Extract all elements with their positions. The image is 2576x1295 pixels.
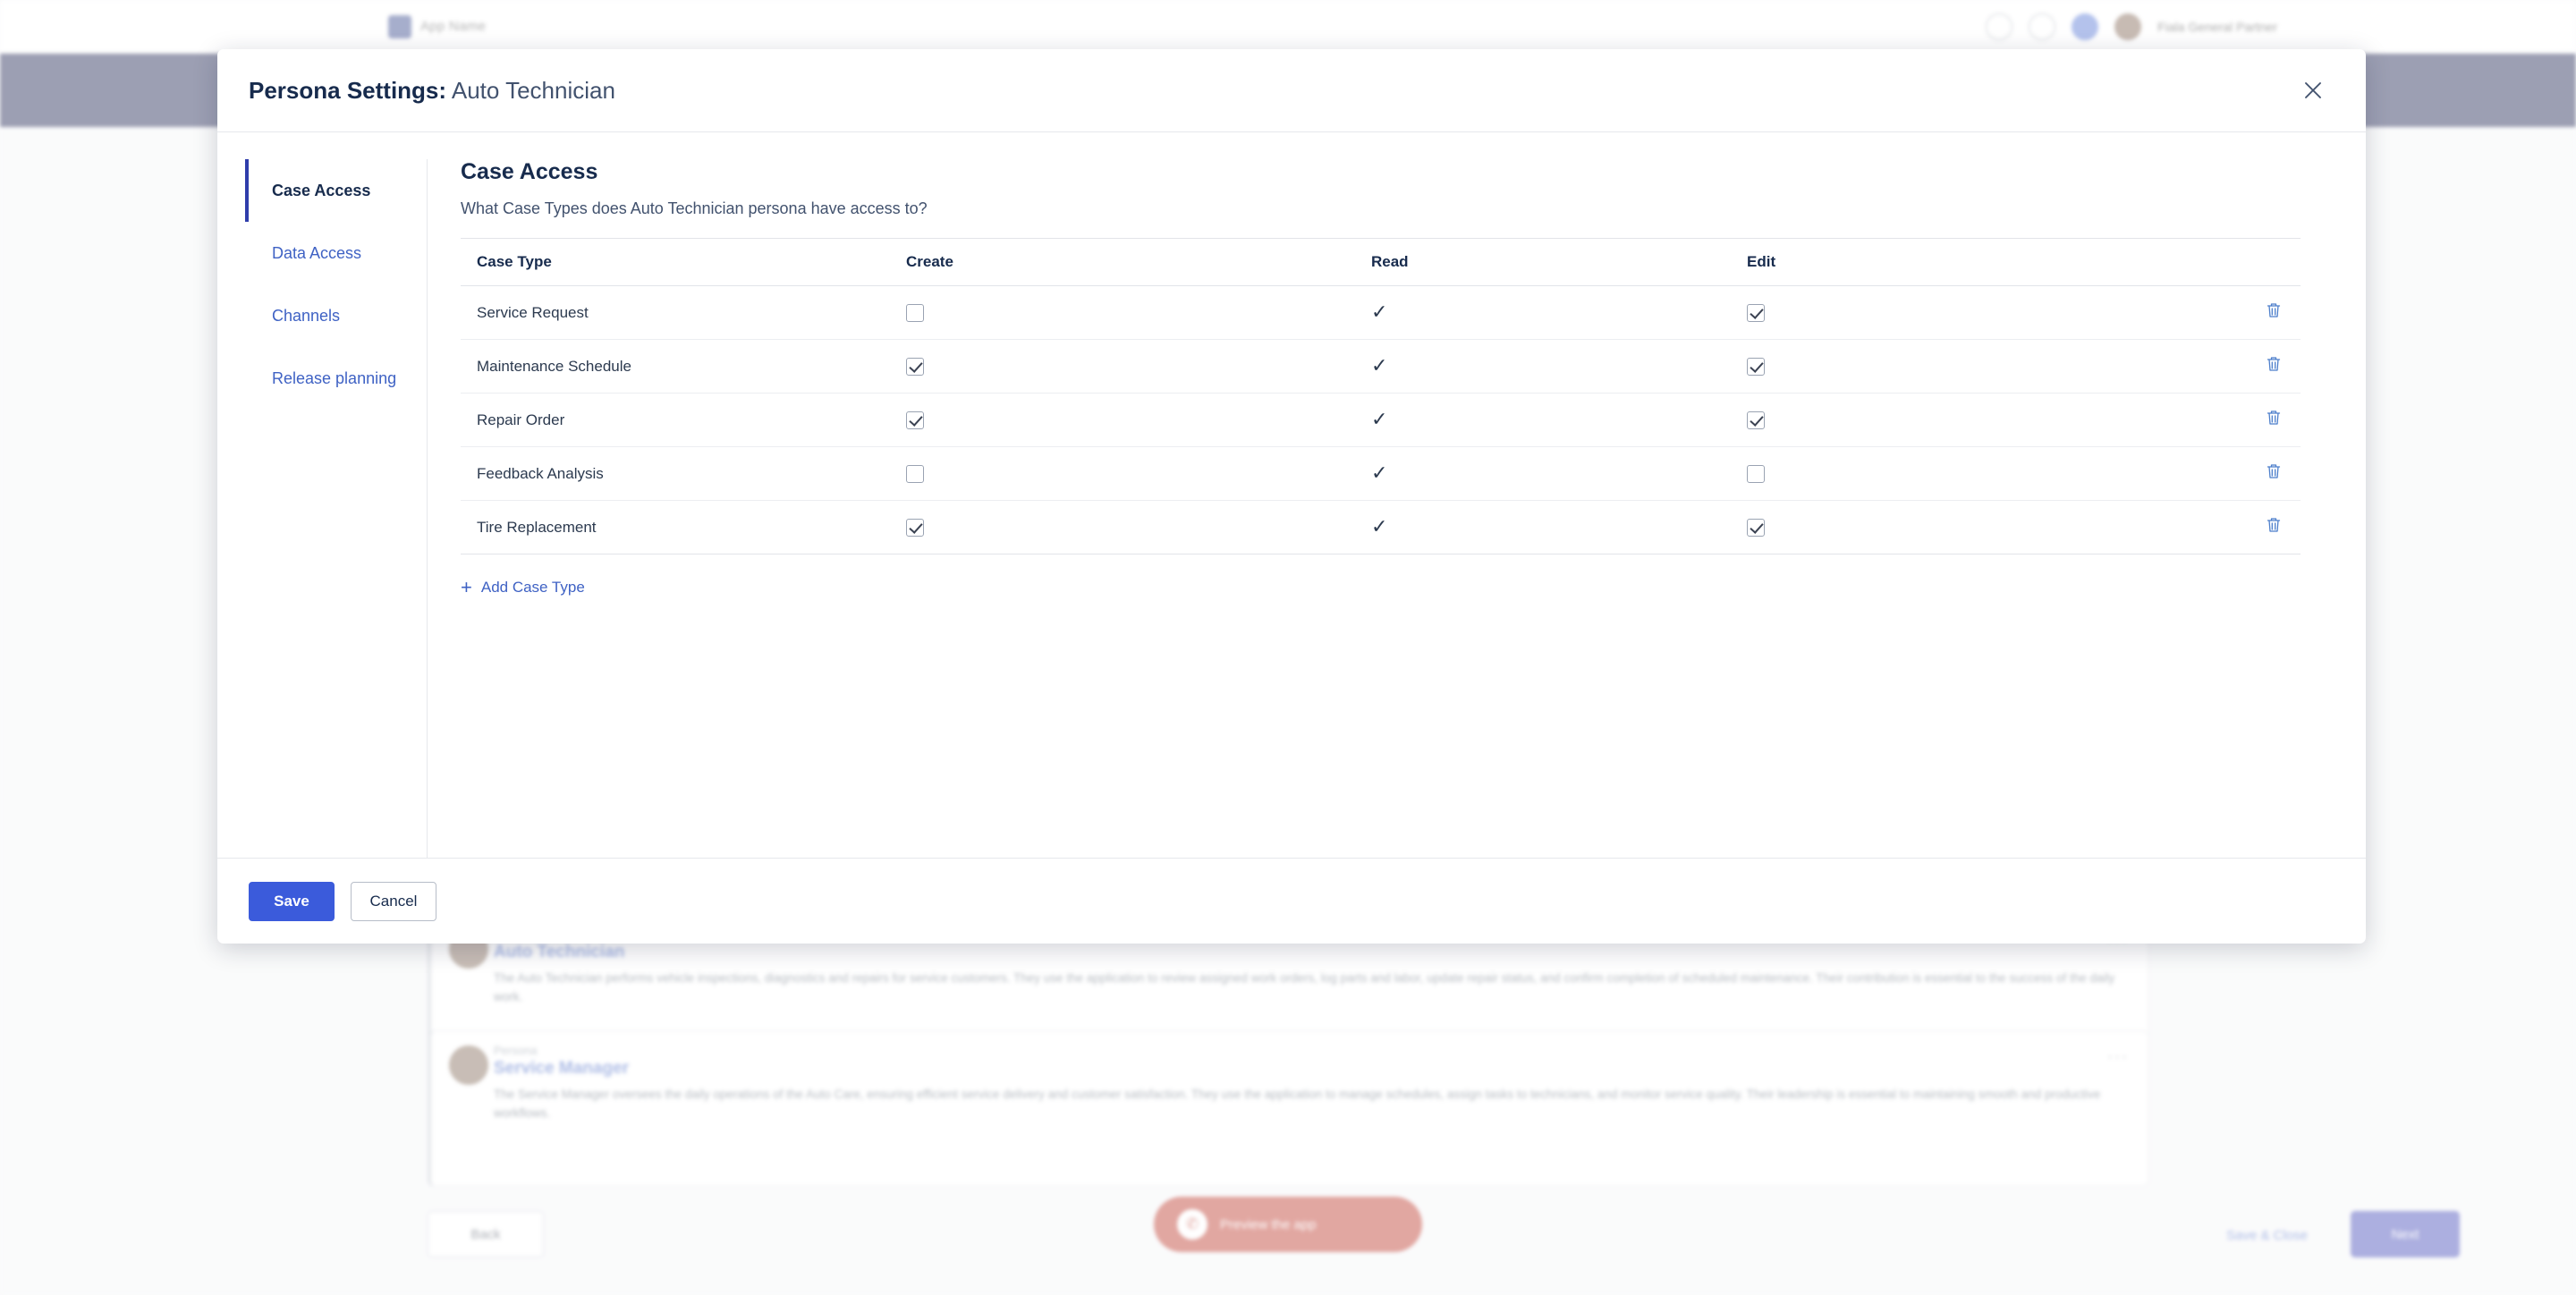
tab-release-planning[interactable] <box>245 347 427 410</box>
tab-data-access[interactable] <box>245 222 427 284</box>
cell-edit <box>1731 340 2250 394</box>
column-header-create: Create <box>890 239 1355 286</box>
tab-channels[interactable] <box>245 284 427 347</box>
cell-create <box>890 394 1355 447</box>
close-icon[interactable] <box>2296 73 2330 107</box>
cell-edit <box>1731 394 2250 447</box>
cell-edit <box>1731 286 2250 340</box>
plus-icon: + <box>461 576 472 598</box>
cell-edit <box>1731 447 2250 501</box>
dialog-footer <box>217 858 2366 944</box>
dialog-persona-name: Auto Technician <box>451 76 615 104</box>
read-check-icon: ✓ <box>1371 461 1388 484</box>
cell-case-type: Tire Replacement <box>461 501 890 554</box>
create-checkbox[interactable] <box>906 519 924 537</box>
create-checkbox[interactable] <box>906 358 924 376</box>
edit-checkbox[interactable] <box>1747 358 1765 376</box>
cell-delete <box>2250 340 2301 394</box>
page-title <box>249 77 615 105</box>
cell-create <box>890 501 1355 554</box>
create-checkbox[interactable] <box>906 411 924 429</box>
case-access-panel <box>428 159 2366 858</box>
cell-case-type: Repair Order <box>461 394 890 447</box>
cell-read <box>1355 394 1731 447</box>
table-row <box>461 394 2301 447</box>
cell-delete <box>2250 286 2301 340</box>
table-header-row <box>461 239 2301 286</box>
dialog-body <box>217 132 2366 858</box>
panel-question: What Case Types does Auto Technician persona have access to? <box>461 199 928 217</box>
dialog-header <box>217 49 2366 132</box>
column-header-edit: Edit <box>1731 239 2250 286</box>
table-row <box>461 286 2301 340</box>
edit-checkbox[interactable] <box>1747 411 1765 429</box>
trash-icon[interactable] <box>2266 409 2282 427</box>
tab-label: Channels <box>272 306 341 325</box>
tab-label: Case Access <box>272 181 371 199</box>
tab-label: Data Access <box>272 243 362 262</box>
cell-case-type: Maintenance Schedule <box>461 340 890 394</box>
cell-edit <box>1731 501 2250 554</box>
create-checkbox[interactable] <box>906 304 924 322</box>
trash-icon[interactable] <box>2266 355 2282 373</box>
persona-settings-dialog <box>217 49 2366 944</box>
column-header-case-type: Case Type <box>461 239 890 286</box>
edit-checkbox[interactable] <box>1747 304 1765 322</box>
cell-delete <box>2250 501 2301 554</box>
column-header-actions <box>2250 239 2301 286</box>
save-button[interactable]: Save <box>249 882 335 921</box>
cell-delete <box>2250 447 2301 501</box>
edit-checkbox[interactable] <box>1747 519 1765 537</box>
column-header-read: Read <box>1355 239 1731 286</box>
edit-checkbox[interactable] <box>1747 465 1765 483</box>
trash-icon[interactable] <box>2266 301 2282 319</box>
case-access-table <box>461 238 2301 554</box>
read-check-icon: ✓ <box>1371 408 1388 430</box>
table-row <box>461 340 2301 394</box>
cell-read <box>1355 340 1731 394</box>
read-check-icon: ✓ <box>1371 515 1388 537</box>
trash-icon[interactable] <box>2266 462 2282 480</box>
table-row <box>461 501 2301 554</box>
read-check-icon: ✓ <box>1371 300 1388 323</box>
create-checkbox[interactable] <box>906 465 924 483</box>
cell-read <box>1355 447 1731 501</box>
settings-tab-list <box>217 159 428 858</box>
cell-read <box>1355 286 1731 340</box>
dialog-title-prefix: Persona Settings: <box>249 76 447 104</box>
cell-delete <box>2250 394 2301 447</box>
cell-create <box>890 447 1355 501</box>
cell-case-type: Feedback Analysis <box>461 447 890 501</box>
add-case-type-label: Add Case Type <box>480 579 585 596</box>
tab-case-access[interactable] <box>245 159 427 222</box>
cancel-button[interactable]: Cancel <box>351 882 436 921</box>
cell-case-type: Service Request <box>461 286 890 340</box>
table-row <box>461 447 2301 501</box>
add-case-type-button[interactable] <box>461 578 585 597</box>
trash-icon[interactable] <box>2266 516 2282 534</box>
panel-heading: Case Access <box>461 159 598 184</box>
cell-create <box>890 286 1355 340</box>
cell-create <box>890 340 1355 394</box>
cell-read <box>1355 501 1731 554</box>
tab-label: Release planning <box>272 368 397 387</box>
read-check-icon: ✓ <box>1371 354 1388 377</box>
